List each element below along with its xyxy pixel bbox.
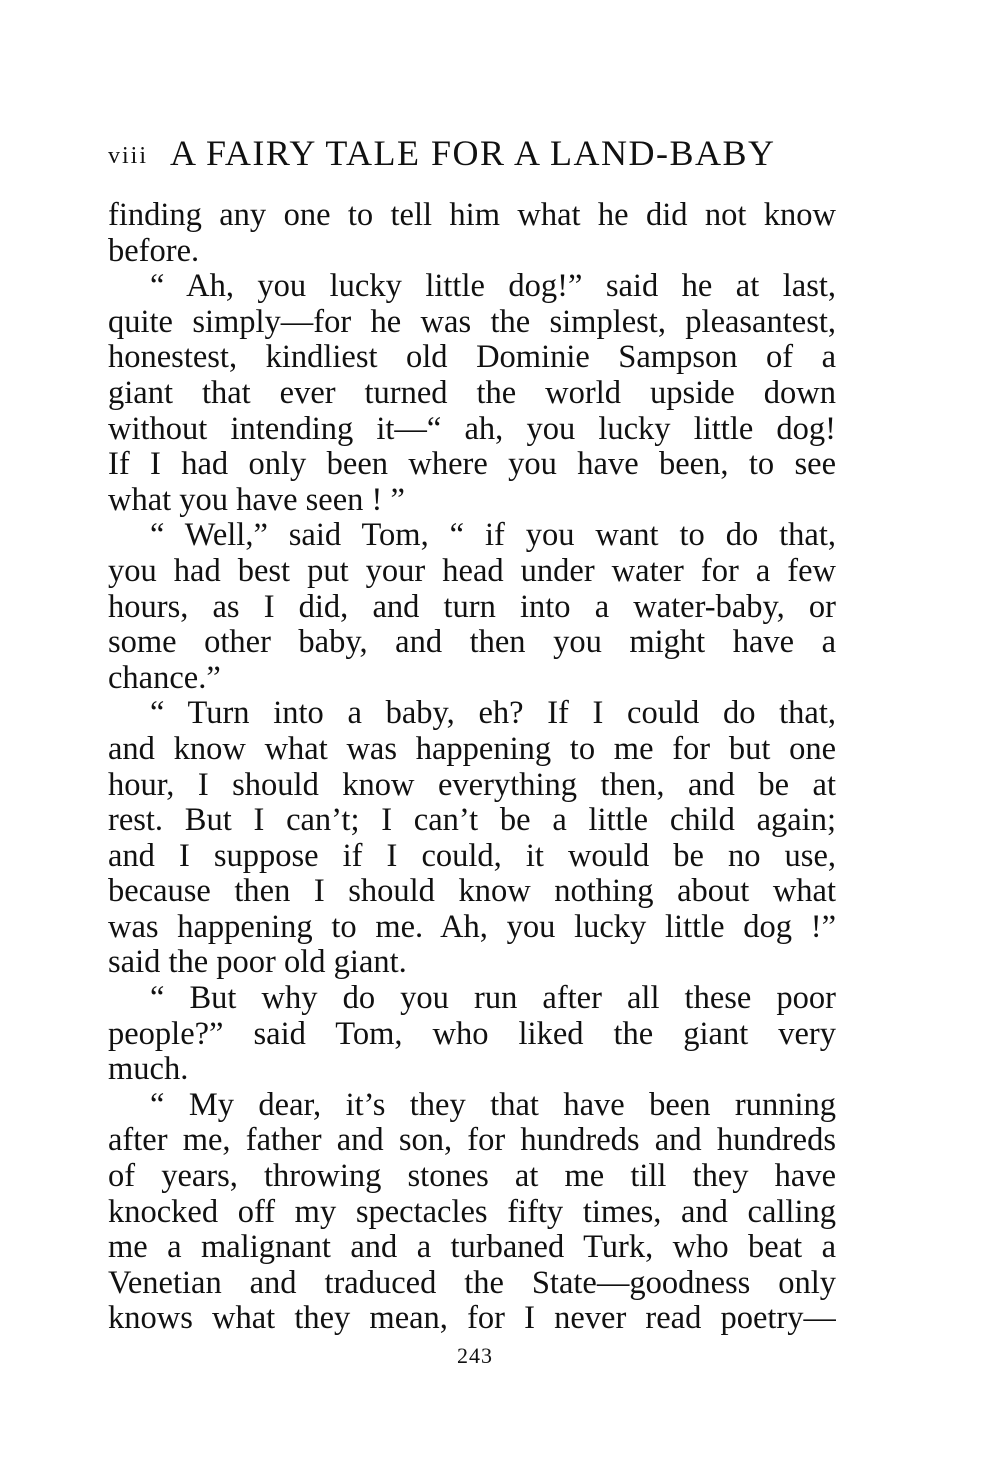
body-text — [108, 198, 836, 1337]
text-line: before. — [108, 233, 200, 269]
text-line: after me, father and son, for hundreds and hundreds — [108, 1123, 836, 1159]
text-line: rest. But I can’t; I can’t be a little child again; — [108, 803, 836, 839]
text-line: some other baby, and then you might have a — [108, 625, 836, 661]
text-line: of years, throwing stones at me till they have — [108, 1159, 836, 1195]
text-line: honestest, kindliest old Dominie Sampson of a — [108, 340, 836, 376]
text-line: “ But why do you run after all these poor — [150, 981, 836, 1017]
text-line: you had best put your head under water for a few — [108, 553, 836, 589]
text-line: giant that ever turned the world upside down — [108, 375, 836, 411]
text-line: chance.” — [108, 660, 221, 696]
text-line: without intending it—“ ah, you lucky little dog! — [108, 411, 836, 447]
text-line: hours, as I did, and turn into a water-baby, or — [108, 589, 836, 625]
text-line: “ My dear, it’s they that have been running — [150, 1087, 836, 1123]
running-head — [108, 132, 838, 182]
text-line: because then I should know nothing about what — [108, 874, 836, 910]
text-line: and know what was happening to me for but one — [108, 731, 836, 767]
running-title: A FAIRY TALE FOR A LAND-BABY — [170, 133, 776, 173]
text-line: much. — [108, 1052, 189, 1088]
text-line: If I had only been where you have been, to see — [108, 447, 836, 483]
text-line: quite simply—for he was the simplest, pleasantest, — [108, 304, 836, 340]
text-line: “ Ah, you lucky little dog!” said he at last, — [150, 269, 836, 305]
text-line: and I suppose if I could, it would be no use, — [108, 838, 836, 874]
text-line: finding any one to tell him what he did not know — [108, 198, 836, 233]
text-line: “ Well,” said Tom, “ if you want to do that, — [150, 518, 836, 554]
text-line: was happening to me. Ah, you lucky little dog !” — [108, 909, 836, 945]
folio: viii — [108, 143, 149, 169]
text-line: people?” said Tom, who liked the giant very — [108, 1016, 836, 1052]
text-line: said the poor old giant. — [108, 945, 407, 981]
text-line: knows what they mean, for I never read poetry— — [108, 1301, 836, 1337]
text-line: knocked off my spectacles fifty times, and calling — [108, 1194, 836, 1230]
text-line: what you have seen ! ” — [108, 482, 405, 518]
page-number: 243 — [457, 1343, 493, 1368]
text-line: “ Turn into a baby, eh? If I could do that, — [150, 696, 836, 732]
text-line: hour, I should know everything then, and be at — [108, 767, 836, 803]
text-line: Venetian and traduced the State—goodness only — [108, 1265, 836, 1301]
text-line: me a malignant and a turbaned Turk, who beat a — [108, 1230, 836, 1266]
